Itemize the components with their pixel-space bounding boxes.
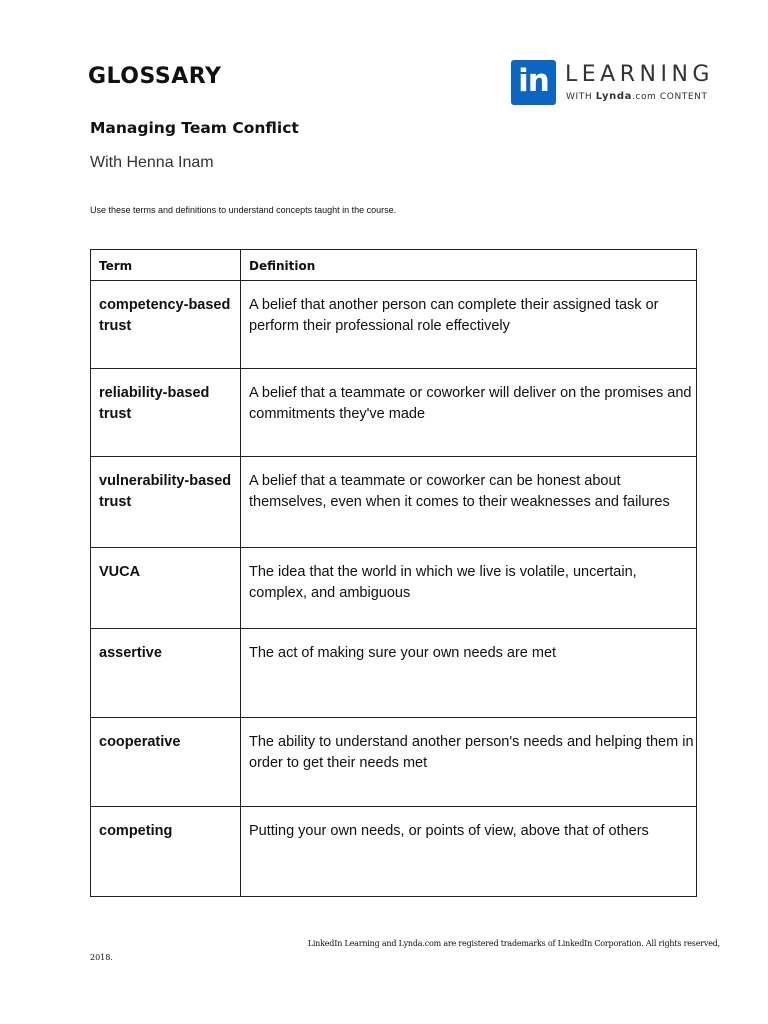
logo-sub-suffix: .com CONTENT <box>631 92 708 102</box>
definition-cell: The act of making sure your own needs are met <box>241 629 697 718</box>
table-row <box>91 629 697 718</box>
term-cell: reliability-based trust <box>91 369 241 457</box>
term-cell: cooperative <box>91 718 241 807</box>
header-definition: Definition <box>241 250 697 281</box>
course-title: Managing Team Conflict <box>90 119 299 137</box>
definition-cell: A belief that another person can complete their assigned task or perform their professional role effectively <box>241 281 697 369</box>
table-row <box>91 807 697 897</box>
logo-wordmark: LEARNING <box>565 62 714 87</box>
course-author: With Henna Inam <box>90 154 214 171</box>
definition-cell: The ability to understand another person's needs and helping them in order to get their needs met <box>241 718 697 807</box>
table-row <box>91 281 697 369</box>
table-row <box>91 718 697 807</box>
footer-trademark-text: LinkedIn Learning and Lynda.com are registered trademarks of LinkedIn Corporation. All rights reserved, <box>307 939 720 948</box>
glossary-table <box>90 249 697 897</box>
footer-year: 2018. <box>90 953 113 962</box>
term-cell: assertive <box>91 629 241 718</box>
linkedin-logo-icon <box>511 60 556 105</box>
logo-mark: in <box>518 63 549 99</box>
definition-cell: The idea that the world in which we live is volatile, uncertain, complex, and ambiguous <box>241 548 697 629</box>
page-title: GLOSSARY <box>88 64 222 89</box>
footer <box>90 939 720 962</box>
logo-sub-prefix: WITH <box>566 92 596 102</box>
table-row <box>91 548 697 629</box>
term-cell: vulnerability-based trust <box>91 457 241 548</box>
table-row <box>91 369 697 457</box>
logo-sub-brand: Lynda <box>595 91 632 102</box>
term-cell: competency-based trust <box>91 281 241 369</box>
term-cell: competing <box>91 807 241 897</box>
table-header-row <box>91 250 697 281</box>
intro-text: Use these terms and definitions to understand concepts taught in the course. <box>90 205 397 215</box>
logo-subtitle <box>566 91 708 102</box>
definition-cell: A belief that a teammate or coworker will deliver on the promises and commitments they've made <box>241 369 697 457</box>
definition-cell: A belief that a teammate or coworker can be honest about themselves, even when it comes to their weaknesses and failures <box>241 457 697 548</box>
term-cell: VUCA <box>91 548 241 629</box>
header-term: Term <box>91 250 241 281</box>
table-row <box>91 457 697 548</box>
definition-cell: Putting your own needs, or points of view, above that of others <box>241 807 697 897</box>
linkedin-learning-logo <box>511 60 714 108</box>
